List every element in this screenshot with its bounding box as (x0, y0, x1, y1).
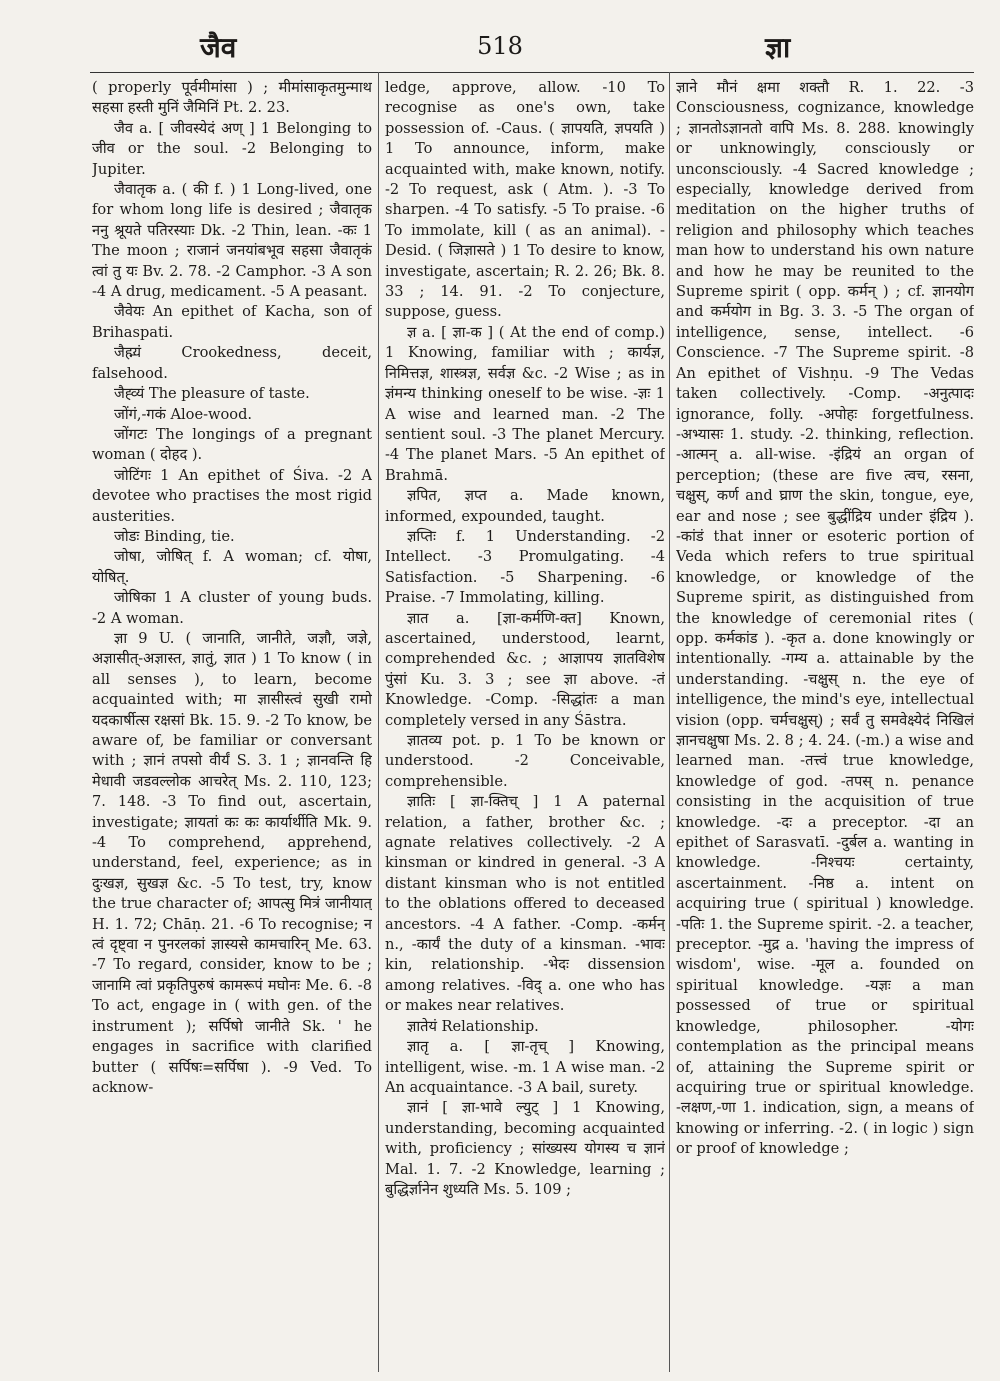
dictionary-entry: जैह्म्यं Crookedness, deceit, falsehood. (92, 344, 372, 382)
dictionary-entry: जोडः Binding, tie. (114, 527, 235, 545)
dictionary-entry: जोंगं,-गकं Aloe-wood. (114, 405, 253, 423)
dictionary-entry: ज्ञातेयं Relationship. (407, 1017, 539, 1035)
dictionary-entry: ज्ञात a. [ज्ञा-कर्मणि-क्त] Known, ascertained, understood, learnt, comprehended &c. ; आज्ञापय ज्ञातविशेष पुंसां Ku. 3. 3 ; see ज्ञा above. -तं Knowledge. -Comp. -सिद्धांतः a man completely versed in any Śāstra. (385, 609, 665, 729)
dictionary-entry: ledge, approve, allow. -10 To recognise as one's own, take possession of. -Caus. ( ज्ञापयति, ज्ञपयति ) 1 To announce, inform, make acquainted with, make known, notify. -2 To request, ask ( Atm. ). -3 To sharpen. -4 To satisfy. -5 To praise. -6 To immolate, kill ( as an animal). -Desid. ( जिज्ञासते ) 1 To desire to know, investigate, ascertain; R. 2. 26; Bk. 8. 33 ; 14. 91. -2 To conjecture, suppose, guess. (385, 79, 665, 321)
dictionary-entry: ज्ञानं [ ज्ञा-भावे ल्युट् ] 1 Knowing, understanding, becoming acquainted with, proficiency ; सांख्यस्य योगस्य च ज्ञानं Mal. 1. 7. -2 Knowledge, learning ; बुद्धिर्ज्ञानेन शुध्यति Ms. 5. 109 ; (385, 1099, 665, 1198)
dictionary-entry: जोषिका 1 A cluster of young buds. -2 A woman. (92, 589, 372, 627)
dictionary-entry: जैव a. [ जीवस्येदं अण् ] 1 Belonging to जीव or the soul. -2 Belonging to Jupiter. (92, 119, 372, 178)
column-divider (669, 72, 670, 1372)
page-header (0, 28, 1000, 68)
header-rule (90, 72, 974, 73)
dictionary-entry: ज्ञातव्य pot. p. 1 To be known or understood. -2 Conceivable, comprehensible. (385, 732, 665, 790)
dictionary-entry: जैवेयः An epithet of Kacha, son of Brihaspati. (92, 303, 372, 341)
dictionary-entry: ज्ञातृ a. [ ज्ञा-तृच् ] Knowing, intelligent, wise. -m. 1 A wise man. -2 An acquaintance. -3 A bail, surety. (385, 1038, 665, 1096)
left-guide-word: जैव (200, 31, 237, 64)
page-number: 518 (477, 32, 523, 60)
dictionary-entry: ज्ञा 9 U. ( जानाति, जानीते, जज्ञौ, जज्ञे, अज्ञासीत्-अज्ञास्त, ज्ञातुं, ज्ञात ) 1 To know ( in all senses ), to learn, become acquainted with; मा ज्ञासीस्त्वं सुखी रामो यदकार्षीत्स रक्षसां Bk. 15. 9. -2 To know, be aware of, be familiar or conversant with ; ज्ञानं तपसो वीर्यं S. 3. 1 ; ज्ञानवन्ति हि मेधावी जडवल्लोक आचरेत् Ms. 2. 110, 123; 7. 148. -3 To find out, ascertain, investigate; ज्ञायतां कः कः कार्यार्थीति Mk. 9. -4 To comprehend, apprehend, understand, feel, experience; as in दुःखज्ञ, सुखज्ञ &c. -5 To test, try, know the true character of; आपत्सु मित्रं जानीयात् H. 1. 72; Chāṇ. 21. -6 To recognise; न त्वं दृष्ट्वा न पुनरलकां ज्ञास्यसे कामचारिन् Me. 63. -7 To regard, consider, know to be ; जानामि त्वां प्रकृतिपुरुषं कामरूपं मघोनः Me. 6. -8 To act, engage in ( with gen. of the instrument ); सर्पिषो जानीते Sk. ' he engages in sacrifice with clarified butter ( सर्पिषः=सर्पिषा ). -9 Ved. To acknow- (92, 629, 372, 1096)
dictionary-entry: ज्ञाने मौनं क्षमा शक्तौ R. 1. 22. -3 Consciousness, cognizance, knowledge ; ज्ञानतोऽज्ञानतो वापि Ms. 8. 288. knowingly or unknowingly, consciously or unconsciously. -4 Sacred knowledge ; especially, knowledge derived from meditation on the higher truths of religion and philosophy which teaches man how to understand his own nature and how he may be reunited to the Supreme spirit ( opp. कर्मन् ) ; cf. ज्ञानयोग and कर्मयोग in Bg. 3. 3. -5 The organ of intelligence, sense, intellect. -6 Conscience. -7 The Supreme spirit. -8 An epithet of Vishṇu. -9 The Vedas taken collectively. -Comp. -अनुत्पादः ignorance, folly. -अपोहः forgetfulness. -अभ्यासः 1. study. -2. thinking, reflection. -आत्मन् a. all-wise. -इंद्रियं an organ of perception; (these are five त्वच, रसना, चक्षुस्, कर्ण and घ्राण the skin, tongue, eye, ear and nose ; see बुद्धींद्रिय under इंद्रिय ). -कांडं that inner or esoteric portion of Veda which refers to true spiritual knowledge, or knowledge of the Supreme spirit, as distinguished from the knowledge of ceremonial rites ( opp. कर्मकांड ). -कृत a. done knowingly or intentionally. -गम्य a. attainable by the understanding. -चक्षुस् n. the eye of intelligence, the mind's eye, intellectual vision (opp. चर्मचक्षुस्) ; सर्वं तु समवेक्ष्येदं निखिलं ज्ञानचक्षुषा Ms. 2. 8 ; 4. 24. (-m.) a wise and learned man. -तत्त्वं true knowledge, knowledge of god. -तपस् n. penance consisting in the acquisition of true knowledge. -दः a preceptor. -दा an epithet of Sarasvatī. -दुर्बल a. wanting in knowledge. -निश्चयः certainty, ascertainment. -निष्ठ a. intent on acquiring true ( spiritual ) knowledge. -पतिः 1. the Supreme spirit. -2. a teacher, preceptor. -मुद्र a. 'having the impress of wisdom', wise. -मूल a. founded on spiritual knowledge. -यज्ञः a man possessed of true or spiritual knowledge, philosopher. -योगः contemplation as the principal means of, attaining the Supreme spirit or acquiring true or spiritual knowledge. -लक्षण,-णा 1. indication, sign, a means of knowing or inferring. -2. ( in logic ) sign or proof of knowledge ; (676, 79, 974, 1158)
dictionary-entry: जोषा, जोषित् f. A woman; cf. योषा, योषित्. (92, 548, 372, 586)
dictionary-entry: जैह्व्यं The pleasure of taste. (114, 385, 310, 403)
column-divider (378, 72, 379, 1372)
dictionary-entry: ज्ञ a. [ ज्ञा-क ] ( At the end of comp.) 1 Knowing, familiar with ; कार्यज्ञ, निमित्तज्ञ, शास्त्रज्ञ, सर्वज्ञ &c. -2 Wise ; as in ज्ञंमन्य thinking oneself to be wise. -ज्ञः 1 A wise and learned man. -2 The sentient soul. -3 The planet Mercury. -4 The planet Mars. -5 An epithet of Brahmā. (385, 323, 665, 484)
dictionary-entry: ज्ञप्तिः f. 1 Understanding. -2 Intellect. -3 Promulgating. -4 Satisfaction. -5 Sharpening. -6 Praise. -7 Immolating, killing. (385, 527, 665, 607)
column-3 (676, 78, 974, 1368)
dictionary-entry: ( properly पूर्वमीमांसा ) ; मीमांसाकृतमुन्माथ सहसा हस्ती मुनिं जैमिनिं Pt. 2. 23. (92, 79, 372, 117)
dictionary-entry: जोटिंगः 1 An epithet of Śiva. -2 A devotee who practises the most rigid austerities. (92, 466, 372, 525)
column-2 (385, 78, 665, 1368)
dictionary-entry: ज्ञपित, ज्ञप्त a. Made known, informed, expounded, taught. (385, 487, 665, 525)
dictionary-entry: जैवातृक a. ( की f. ) 1 Long-lived, one for whom long life is desired ; जैवातृक ननु श्रूयते पतिरस्याः Dk. -2 Thin, lean. -कः 1 The moon ; राजानं जनयांबभूव सहसा जैवातृकं त्वां तु यः Bv. 2. 78. -2 Camphor. -3 A son -4 A drug, medicament. -5 A peasant. (92, 181, 372, 301)
dictionary-entry: जोंगटः The longings of a pregnant woman ( दोहद ). (92, 425, 372, 464)
column-1 (92, 78, 372, 1368)
dictionary-entry: ज्ञातिः [ ज्ञा-क्तिच् ] 1 A paternal relation, a father, brother &c. ; agnate relatives collectively. -2 A kinsman or kindred in general. -3 A distant kinsman who is not entitled to the oblations offered to deceased ancestors. -4 A father. -Comp. -कर्मन् n., -कार्यं the duty of a kinsman. -भावः kin, relationship. -भेदः dissension among relatives. -विद् a. one who has or makes near relatives. (385, 793, 665, 1015)
right-guide-word: ज्ञा (765, 31, 791, 64)
